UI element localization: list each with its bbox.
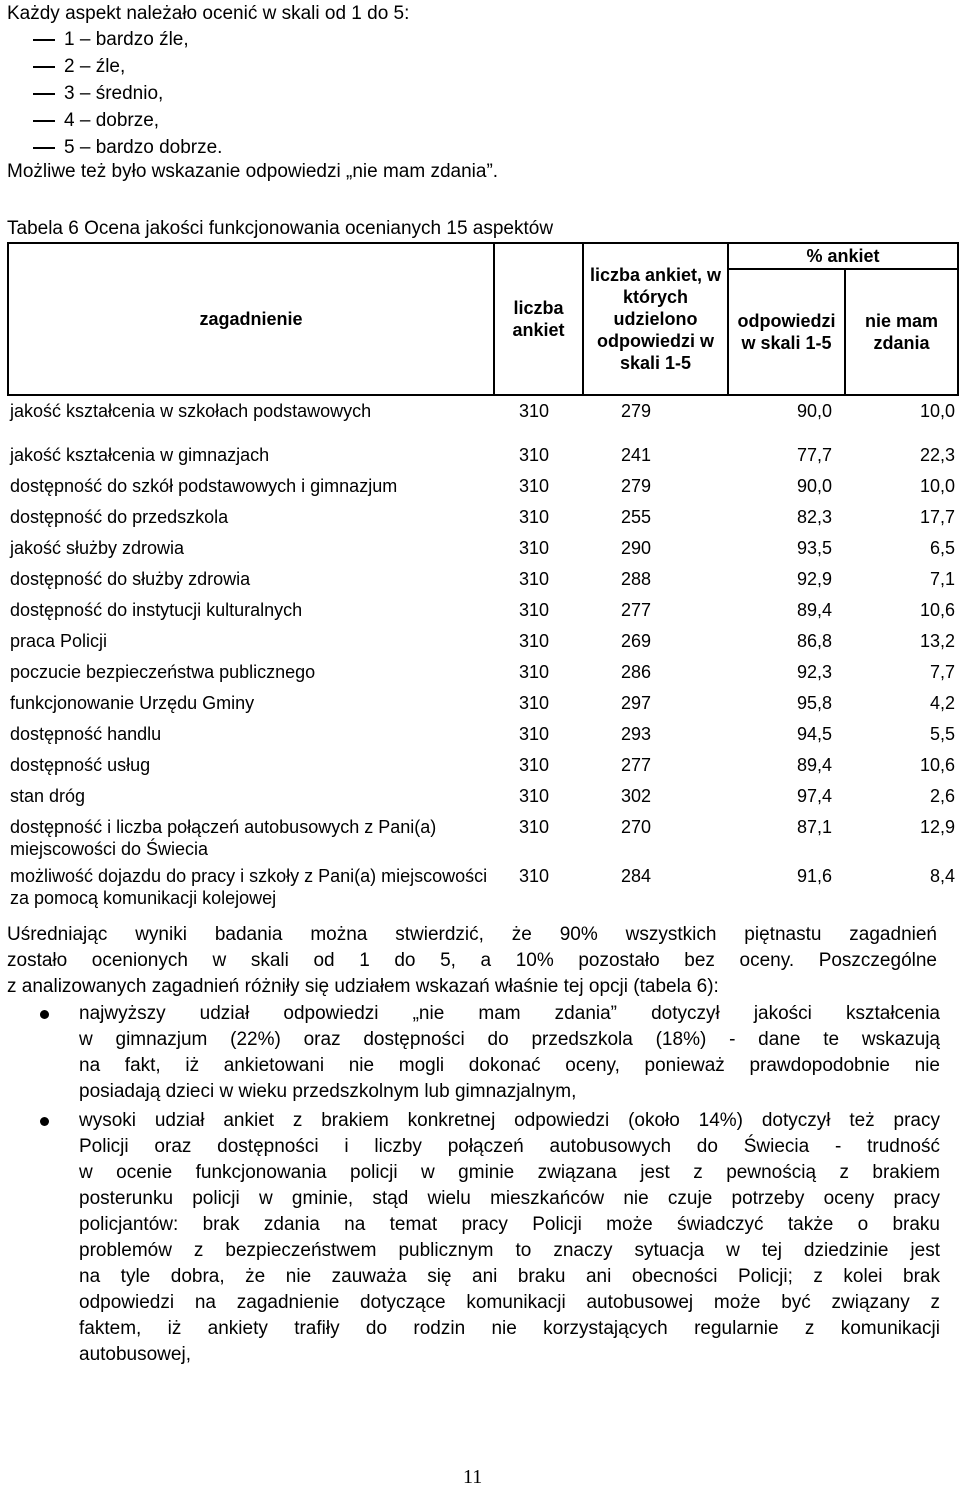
dash-bullet-icon bbox=[33, 147, 55, 149]
row-topic: dostępność do służby zdrowia bbox=[10, 569, 251, 589]
bullet-line: w ocenie funkcjonowania policji w gminie związana jest z pewnością z brakiem bbox=[79, 1162, 940, 1183]
row-pct-no-opinion: 17,7 bbox=[919, 507, 955, 527]
row-count: 310 bbox=[519, 538, 550, 558]
row-topic: możliwość dojazdu do pracy i szkoły z Pani(a) miejscowości za pomocą komunikacji kolejowej bbox=[10, 866, 488, 908]
table-row bbox=[8, 750, 958, 781]
row-count: 310 bbox=[519, 693, 550, 713]
bullet-line: posterunku policji w gminie, stąd wielu mieszkańców nie czuje potrzeby oceny pracy bbox=[79, 1188, 940, 1209]
row-answered: 279 bbox=[621, 401, 652, 421]
row-topic: dostępność usług bbox=[10, 755, 151, 775]
row-topic: dostępność do szkół podstawowych i gimnazjum bbox=[10, 476, 398, 496]
row-topic: jakość służby zdrowia bbox=[10, 538, 185, 558]
scale-item bbox=[33, 54, 125, 80]
row-topic: praca Policji bbox=[10, 631, 108, 651]
row-topic: dostępność do przedszkola bbox=[10, 507, 229, 527]
scale-item-text: 4 – dobrze, bbox=[64, 110, 160, 131]
row-pct-no-opinion: 12,9 bbox=[919, 817, 955, 837]
row-pct-no-opinion: 10,6 bbox=[919, 600, 955, 620]
row-answered: 302 bbox=[621, 786, 652, 806]
row-answered: 279 bbox=[621, 476, 652, 496]
row-count: 310 bbox=[519, 631, 550, 651]
row-pct-no-opinion: 7,7 bbox=[929, 662, 955, 682]
table-row bbox=[8, 395, 958, 440]
row-answered: 270 bbox=[621, 817, 652, 837]
row-pct-answered: 89,4 bbox=[796, 600, 832, 620]
row-pct-no-opinion: 2,6 bbox=[929, 786, 955, 806]
table-row bbox=[8, 626, 958, 657]
row-topic: stan dróg bbox=[10, 786, 86, 806]
header-answered: liczba ankiet, w których udzielono odpowiedzi w skali 1-5 bbox=[583, 243, 728, 395]
header-pct-no-opinion: nie mam zdania bbox=[845, 269, 958, 395]
row-answered: 241 bbox=[621, 445, 652, 465]
table-row bbox=[8, 861, 958, 910]
header-percent-group: % ankiet bbox=[728, 243, 958, 269]
table-row bbox=[8, 564, 958, 595]
row-pct-no-opinion: 5,5 bbox=[929, 724, 955, 744]
table-row bbox=[8, 719, 958, 750]
bullet-line: posiadają dzieci w wieku przedszkolnym lub gimnazjalnym, bbox=[79, 1081, 577, 1102]
row-count: 310 bbox=[519, 786, 550, 806]
scale-item bbox=[33, 108, 159, 134]
row-answered: 269 bbox=[621, 631, 652, 651]
bullet-line: na tyle dobra, że nie zauważa się ani braku ani obecności Policji; z kolei brak bbox=[79, 1266, 940, 1287]
row-answered: 277 bbox=[621, 755, 652, 775]
row-pct-answered: 91,6 bbox=[796, 866, 832, 886]
row-pct-answered: 87,1 bbox=[796, 817, 832, 837]
table-row bbox=[8, 812, 958, 861]
dash-bullet-icon bbox=[33, 66, 55, 68]
row-answered: 293 bbox=[621, 724, 652, 744]
dash-bullet-icon bbox=[33, 39, 55, 41]
row-answered: 255 bbox=[621, 507, 652, 527]
intro-note: Możliwe też było wskazanie odpowiedzi „nie mam zdania”. bbox=[7, 161, 499, 182]
table-row bbox=[8, 440, 958, 471]
bullet-dot-icon bbox=[40, 1117, 49, 1126]
row-pct-answered: 89,4 bbox=[796, 755, 832, 775]
bullet-line: autobusowej, bbox=[79, 1344, 191, 1365]
row-count: 310 bbox=[519, 569, 550, 589]
scale-item-text: 5 – bardzo dobrze. bbox=[64, 137, 223, 158]
page-number: 11 bbox=[463, 1466, 483, 1488]
scale-item bbox=[33, 81, 163, 107]
bullet-line: policjantów: brak zdania na temat pracy Policji może świadczyć także o braku bbox=[79, 1214, 940, 1235]
table-row bbox=[8, 502, 958, 533]
scale-item-text: 2 – źle, bbox=[64, 56, 126, 77]
paragraph-line: z analizowanych zagadnień różniły się udziałem wskazań właśnie tej opcji (tabela 6): bbox=[7, 976, 719, 997]
row-pct-answered: 77,7 bbox=[796, 445, 832, 465]
bullet-line: wysoki udział ankiet z brakiem konkretnej odpowiedzi (około 14%) dotyczył też pracy bbox=[79, 1110, 940, 1131]
row-pct-no-opinion: 6,5 bbox=[929, 538, 955, 558]
row-pct-no-opinion: 10,6 bbox=[919, 755, 955, 775]
scale-item bbox=[33, 27, 189, 53]
row-pct-no-opinion: 4,2 bbox=[929, 693, 955, 713]
paragraph-line: zostało ocenionych w skali od 1 do 5, a 10% pozostało bez oceny. Poszczególne bbox=[7, 950, 937, 971]
row-count: 310 bbox=[519, 866, 550, 886]
row-count: 310 bbox=[519, 724, 550, 744]
table-caption: Tabela 6 Ocena jakości funkcjonowania ocenianych 15 aspektów bbox=[7, 218, 554, 239]
row-count: 310 bbox=[519, 445, 550, 465]
row-topic: dostępność i liczba połączeń autobusowych z Pani(a) miejscowości do Świecia bbox=[10, 817, 437, 859]
bullet-dot-icon bbox=[40, 1010, 49, 1019]
row-answered: 286 bbox=[621, 662, 652, 682]
scale-item bbox=[33, 135, 222, 161]
row-pct-answered: 82,3 bbox=[796, 507, 832, 527]
bullet-item bbox=[40, 1108, 940, 1370]
dash-bullet-icon bbox=[33, 120, 55, 122]
bullet-line: w gimnazjum (22%) oraz dostępności do przedszkola (18%) - dane te wskazują bbox=[79, 1029, 940, 1050]
row-answered: 288 bbox=[621, 569, 652, 589]
row-answered: 297 bbox=[621, 693, 652, 713]
bullet-line: Policji oraz dostępności i liczby połączeń autobusowych do Świecia - trudność bbox=[79, 1136, 940, 1157]
row-topic: jakość kształcenia w gimnazjach bbox=[10, 445, 270, 465]
row-pct-answered: 92,3 bbox=[796, 662, 832, 682]
bullet-line: faktem, iż ankiety trafiły do rodzin nie korzystających regularnie z komunikacji bbox=[79, 1318, 940, 1339]
bullet-line: na fakt, iż ankietowani nie mogli dokonać oceny, ponieważ prawdopodobnie nie bbox=[79, 1055, 940, 1076]
table-row bbox=[8, 595, 958, 626]
row-pct-answered: 90,0 bbox=[796, 401, 832, 421]
row-pct-no-opinion: 10,0 bbox=[919, 401, 955, 421]
row-count: 310 bbox=[519, 600, 550, 620]
row-count: 310 bbox=[519, 755, 550, 775]
bullet-line: problemów z bezpieczeństwem publicznym to znaczy sytuacja w tej dziedzinie jest bbox=[79, 1240, 940, 1261]
intro-heading: Każdy aspekt należało ocenić w skali od 1 do 5: bbox=[7, 3, 410, 24]
row-pct-answered: 92,9 bbox=[796, 569, 832, 589]
row-pct-answered: 97,4 bbox=[796, 786, 832, 806]
row-pct-no-opinion: 8,4 bbox=[929, 866, 955, 886]
row-answered: 290 bbox=[621, 538, 652, 558]
row-pct-answered: 90,0 bbox=[796, 476, 832, 496]
row-topic: jakość kształcenia w szkołach podstawowych bbox=[10, 401, 372, 421]
row-pct-answered: 94,5 bbox=[796, 724, 832, 744]
row-count: 310 bbox=[519, 507, 550, 527]
header-pct-answered: odpowiedzi w skali 1-5 bbox=[728, 269, 845, 395]
table-row bbox=[8, 533, 958, 564]
scale-item-text: 1 – bardzo źle, bbox=[64, 29, 189, 50]
row-pct-answered: 93,5 bbox=[796, 538, 832, 558]
bullet-text bbox=[79, 1108, 940, 1368]
row-pct-answered: 95,8 bbox=[796, 693, 832, 713]
row-count: 310 bbox=[519, 817, 550, 837]
row-topic: poczucie bezpieczeństwa publicznego bbox=[10, 662, 316, 682]
row-topic: dostępność do instytucji kulturalnych bbox=[10, 600, 303, 620]
row-answered: 277 bbox=[621, 600, 652, 620]
row-pct-no-opinion: 10,0 bbox=[919, 476, 955, 496]
table-row bbox=[8, 657, 958, 688]
bullet-line: najwyższy udział odpowiedzi „nie mam zdania” dotyczył jakości kształcenia bbox=[79, 1003, 940, 1024]
bullet-text bbox=[79, 1001, 940, 1105]
scale-item-text: 3 – średnio, bbox=[64, 83, 164, 104]
header-count: liczba ankiet bbox=[494, 243, 583, 395]
table-row bbox=[8, 471, 958, 502]
summary-paragraph bbox=[7, 922, 937, 1000]
row-count: 310 bbox=[519, 662, 550, 682]
row-answered: 284 bbox=[621, 866, 652, 886]
bullet-item bbox=[40, 1001, 940, 1105]
row-topic: funkcjonowanie Urzędu Gminy bbox=[10, 693, 255, 713]
row-count: 310 bbox=[519, 476, 550, 496]
row-pct-no-opinion: 7,1 bbox=[929, 569, 955, 589]
row-pct-no-opinion: 13,2 bbox=[919, 631, 955, 651]
header-topic: zagadnienie bbox=[8, 243, 494, 395]
row-topic: dostępność handlu bbox=[10, 724, 162, 744]
row-pct-no-opinion: 22,3 bbox=[919, 445, 955, 465]
table-row bbox=[8, 688, 958, 719]
table-row bbox=[8, 781, 958, 812]
row-count: 310 bbox=[519, 401, 550, 421]
bullet-line: odpowiedzi na zagadnienie dotyczące komunikacji autobusowej może być związany z bbox=[79, 1292, 940, 1313]
ratings-table bbox=[7, 242, 959, 910]
dash-bullet-icon bbox=[33, 93, 55, 95]
paragraph-line: Uśredniając wyniki badania można stwierdzić, że 90% wszystkich piętnastu zagadnień bbox=[7, 924, 937, 945]
row-pct-answered: 86,8 bbox=[796, 631, 832, 651]
